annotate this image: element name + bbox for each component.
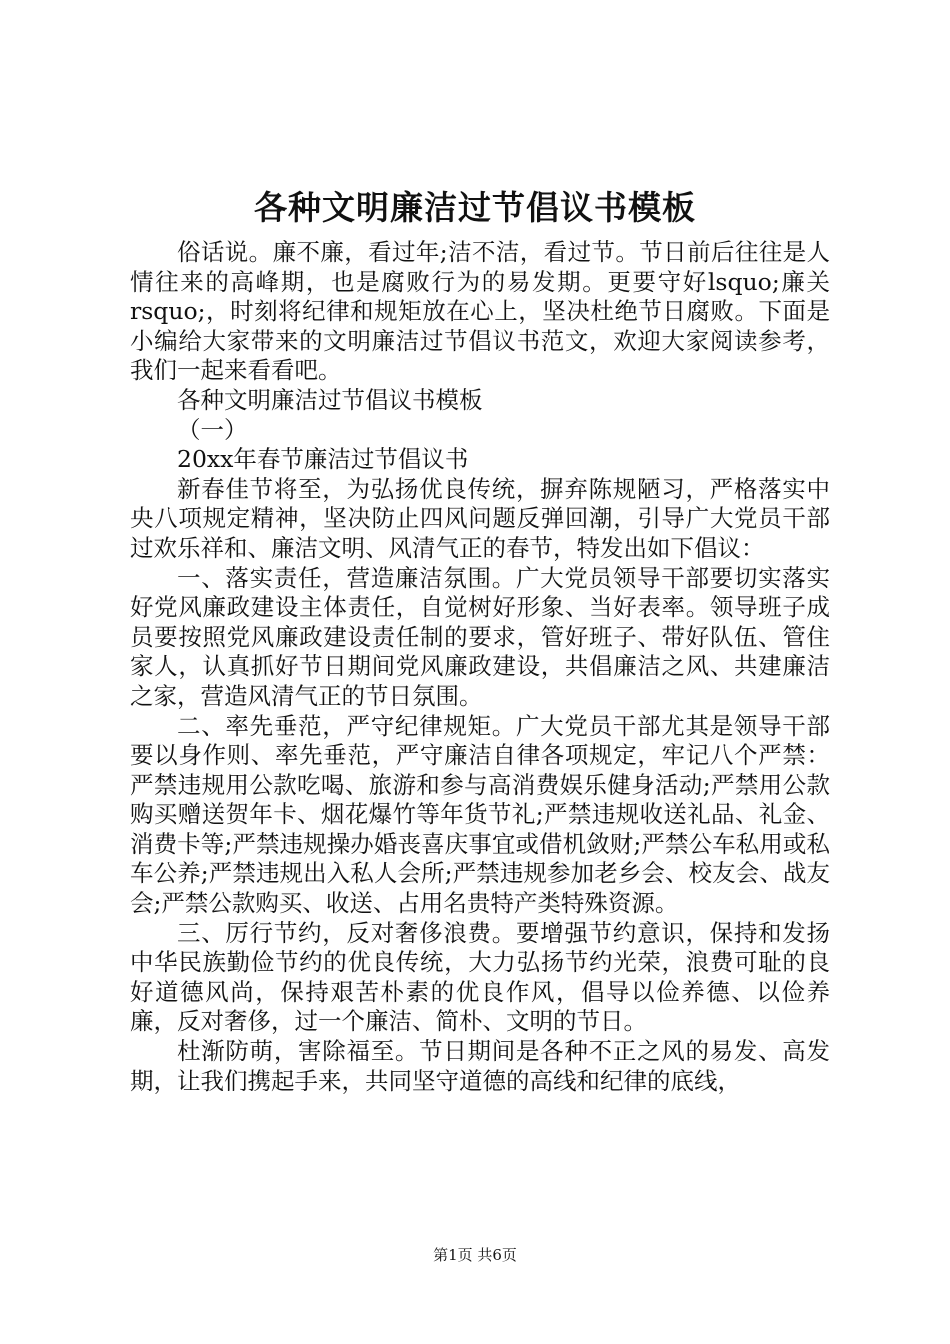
proposal-item-1: 一、落实责任，营造廉洁氛围。广大党员领导干部要切实落实好党风廉政建设主体责任，自觉树好形象、当好表率。领导班子成员要按照党风廉政建设责任制的要求，管好班子、带好队伍、管住家人，认真抓好节日期间党风廉政建设，共倡廉洁之风、共建廉洁之家，营造风清气正的节日氛围。 <box>130 563 830 710</box>
closing-paragraph: 杜渐防萌，害除福至。节日期间是各种不正之风的易发、高发期，让我们携起手来，共同坚守道德的高线和纪律的底线， <box>130 1037 830 1095</box>
section-heading: 各种文明廉洁过节倡议书模板 <box>177 385 483 414</box>
proposal-item-2: 二、率先垂范，严守纪律规矩。广大党员干部尤其是领导干部要以身作则、率先垂范，严守廉洁自律各项规定，牢记八个严禁：严禁违规用公款吃喝、旅游和参与高消费娱乐健身活动;严禁用公款购买赠送贺年卡、烟花爆竹等年货节礼;严禁违规收送礼品、礼金、消费卡等;严禁违规操办婚丧喜庆事宜或借机敛财;严禁公车私用或私车公养;严禁违规出入私人会所;严禁违规参加老乡会、校友会、战友会;严禁公款购买、收送、占用名贵特产类特殊资源。 <box>130 711 830 918</box>
intro-paragraph: 俗话说。廉不廉，看过年;洁不洁，看过节。节日前后往往是人情往来的高峰期，也是腐败行为的易发期。更要守好lsquo;廉关rsquo;，时刻将纪律和规矩放在心上，坚决杜绝节日腐败。下面是小编给大家带来的文明廉洁过节倡议书范文，欢迎大家阅读参考，我们一起来看看吧。 <box>130 238 830 385</box>
document-body <box>130 238 830 1096</box>
proposal-heading: 20xx年春节廉洁过节倡议书 <box>177 445 469 474</box>
proposal-intro-paragraph: 新春佳节将至，为弘扬优良传统，摒弃陈规陋习，严格落实中央八项规定精神，坚决防止四风问题反弹回潮，引导广大党员干部过欢乐祥和、廉洁文明、风清气正的春节，特发出如下倡议： <box>130 474 830 562</box>
section-number: （一） <box>177 415 248 444</box>
document-title: 各种文明廉洁过节倡议书模板 <box>254 188 696 227</box>
page-footer: 第1页 共6页 <box>433 1246 517 1264</box>
proposal-item-3: 三、厉行节约，反对奢侈浪费。要增强节约意识，保持和发扬中华民族勤俭节约的优良传统，大力弘扬节约光荣，浪费可耻的良好道德风尚，保持艰苦朴素的优良作风，倡导以俭养德、以俭养廉，反对奢侈，过一个廉洁、简朴、文明的节日。 <box>130 918 830 1036</box>
